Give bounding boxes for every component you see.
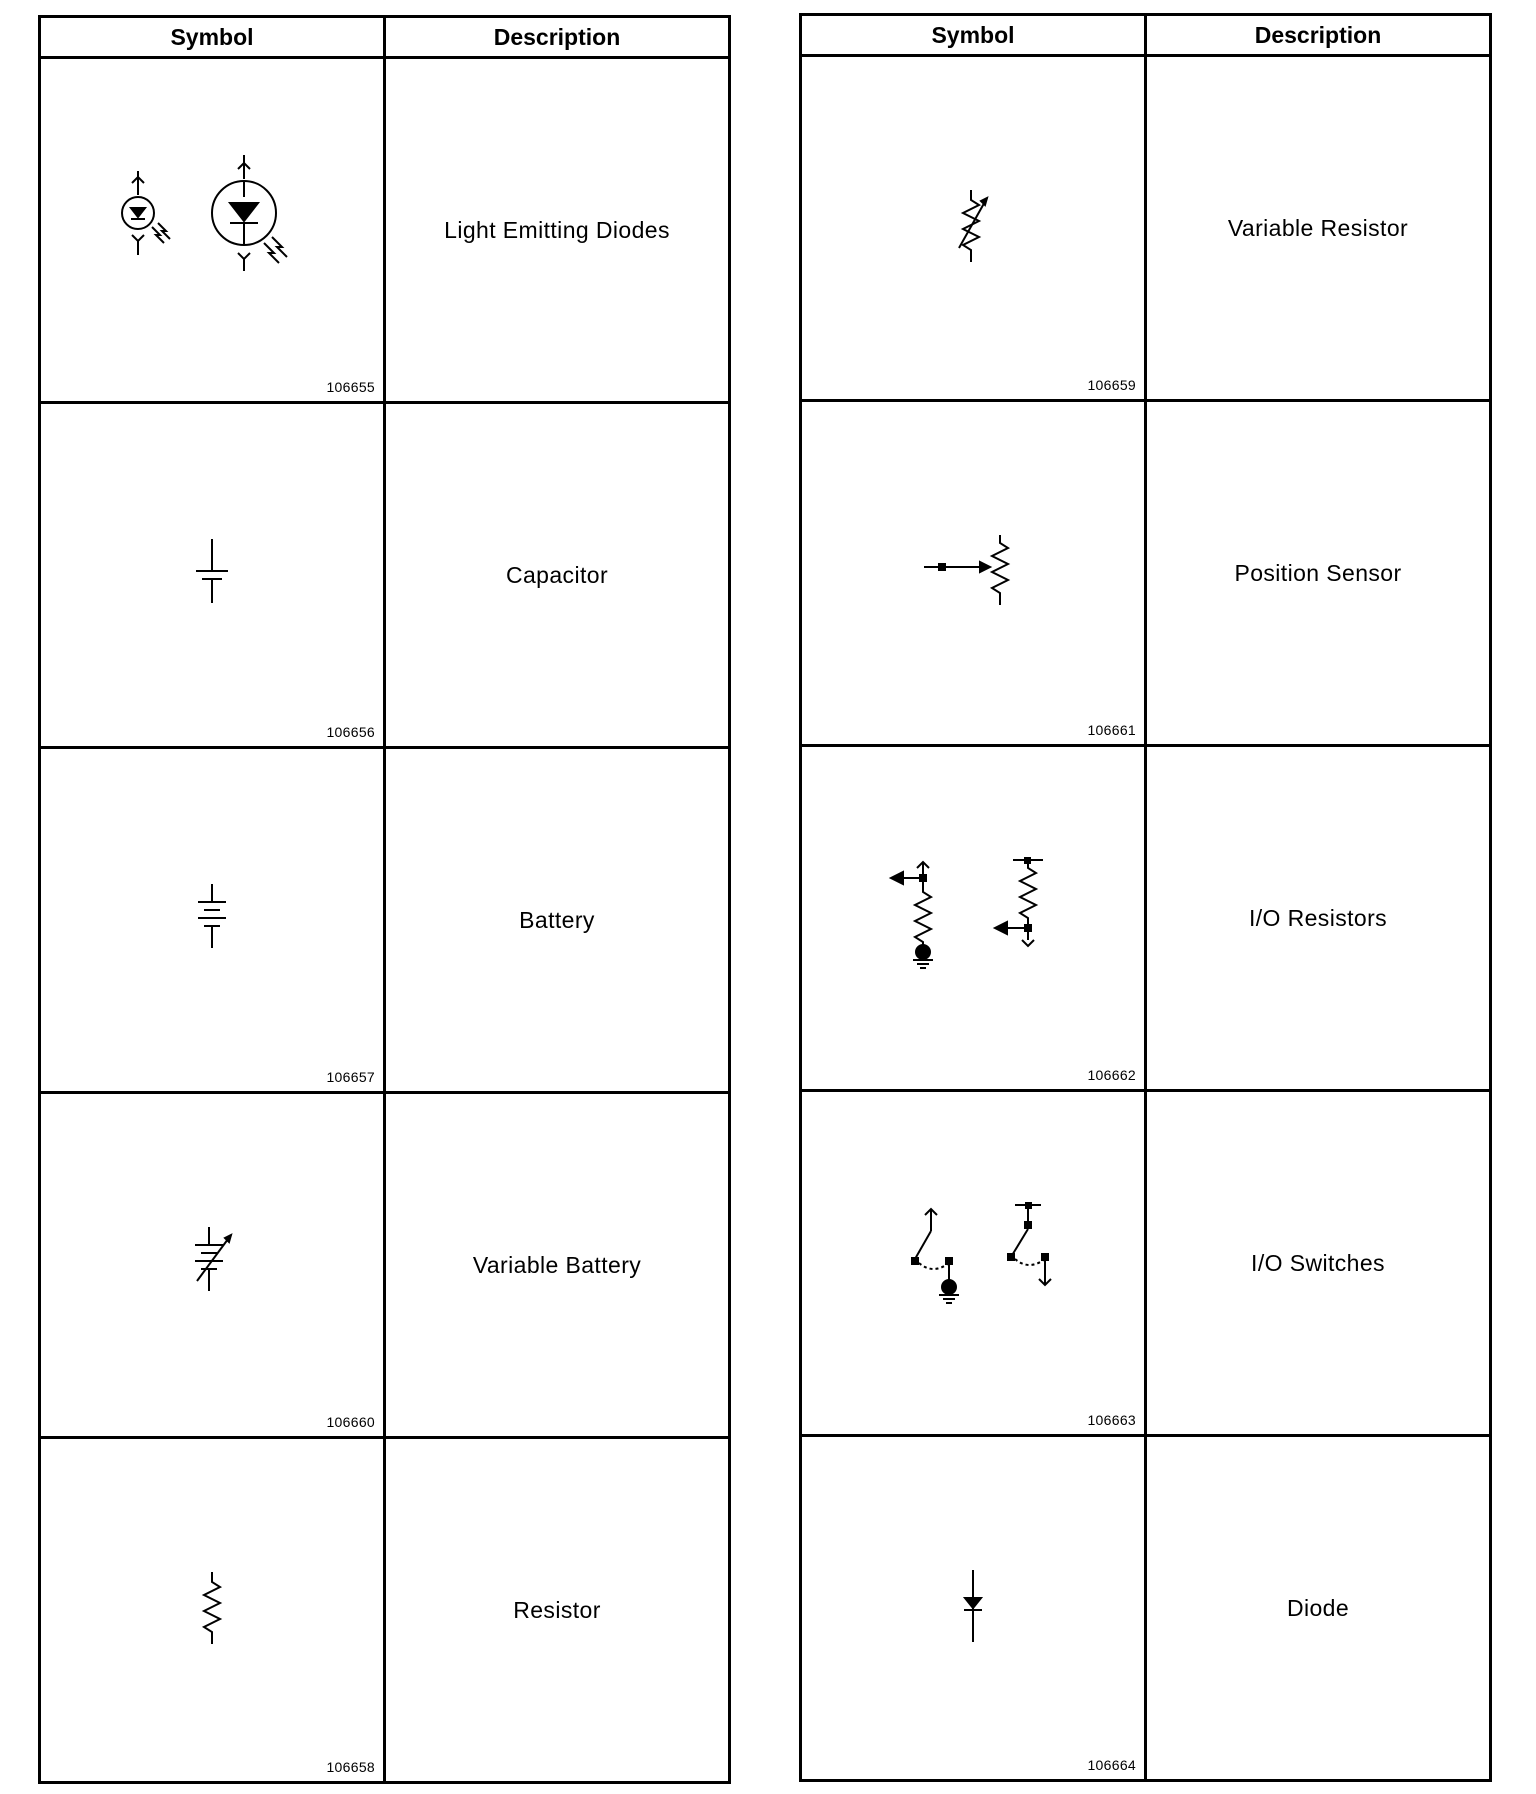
table-row [40, 58, 730, 403]
symbol-cell [801, 1436, 1146, 1781]
symbol-cell [801, 746, 1146, 1091]
symbol-table-left [38, 15, 731, 1784]
description-cell: Battery [385, 748, 730, 1093]
symbol-cell [801, 1091, 1146, 1436]
description-cell: I/O Resistors [1146, 746, 1491, 1091]
battery-symbol-icon [182, 878, 242, 958]
table-row [801, 401, 1491, 746]
figure-number: 106661 [1087, 722, 1136, 738]
figure-number: 106657 [326, 1069, 375, 1085]
table-header-row [40, 17, 730, 58]
symbol-cell [40, 1438, 385, 1783]
table-row [801, 56, 1491, 401]
description-cell: I/O Switches [1146, 1091, 1491, 1436]
symbol-cell [40, 58, 385, 403]
table-row [801, 1091, 1491, 1436]
table-row [40, 748, 730, 1093]
description-cell: Light Emitting Diodes [385, 58, 730, 403]
variable-battery-symbol-icon [177, 1223, 247, 1303]
resistor-symbol-icon [187, 1568, 237, 1648]
symbol-cell [40, 748, 385, 1093]
symbol-cell [801, 56, 1146, 401]
io-resistors-symbol-icon [863, 856, 1083, 976]
description-cell: Variable Battery [385, 1093, 730, 1438]
table-row [801, 746, 1491, 1091]
symbol-column-header: Symbol [40, 17, 385, 58]
description-cell: Capacitor [385, 403, 730, 748]
description-column-header: Description [385, 17, 730, 58]
symbol-column-header: Symbol [801, 15, 1146, 56]
capacitor-symbol-icon [182, 533, 242, 613]
figure-number: 106663 [1087, 1412, 1136, 1428]
table-row [40, 1093, 730, 1438]
table-row [40, 403, 730, 748]
diode-symbol-icon [948, 1566, 998, 1646]
table-header-row [801, 15, 1491, 56]
figure-number: 106664 [1087, 1757, 1136, 1773]
description-cell: Position Sensor [1146, 401, 1491, 746]
variable-resistor-symbol-icon [943, 186, 1003, 266]
description-column-header: Description [1146, 15, 1491, 56]
symbol-cell [801, 401, 1146, 746]
description-cell: Diode [1146, 1436, 1491, 1781]
symbol-table-right [799, 13, 1492, 1782]
light-emitting-diodes-symbol-icon [102, 153, 322, 303]
figure-number: 106658 [326, 1759, 375, 1775]
figure-number: 106659 [1087, 377, 1136, 393]
figure-number: 106660 [326, 1414, 375, 1430]
figure-number: 106655 [326, 379, 375, 395]
position-sensor-symbol-icon [918, 531, 1028, 611]
table-row [40, 1438, 730, 1783]
description-cell: Variable Resistor [1146, 56, 1491, 401]
figure-number: 106656 [326, 724, 375, 740]
io-switches-symbol-icon [863, 1201, 1083, 1321]
description-cell: Resistor [385, 1438, 730, 1783]
figure-number: 106662 [1087, 1067, 1136, 1083]
table-row [801, 1436, 1491, 1781]
symbol-cell [40, 1093, 385, 1438]
symbol-cell [40, 403, 385, 748]
